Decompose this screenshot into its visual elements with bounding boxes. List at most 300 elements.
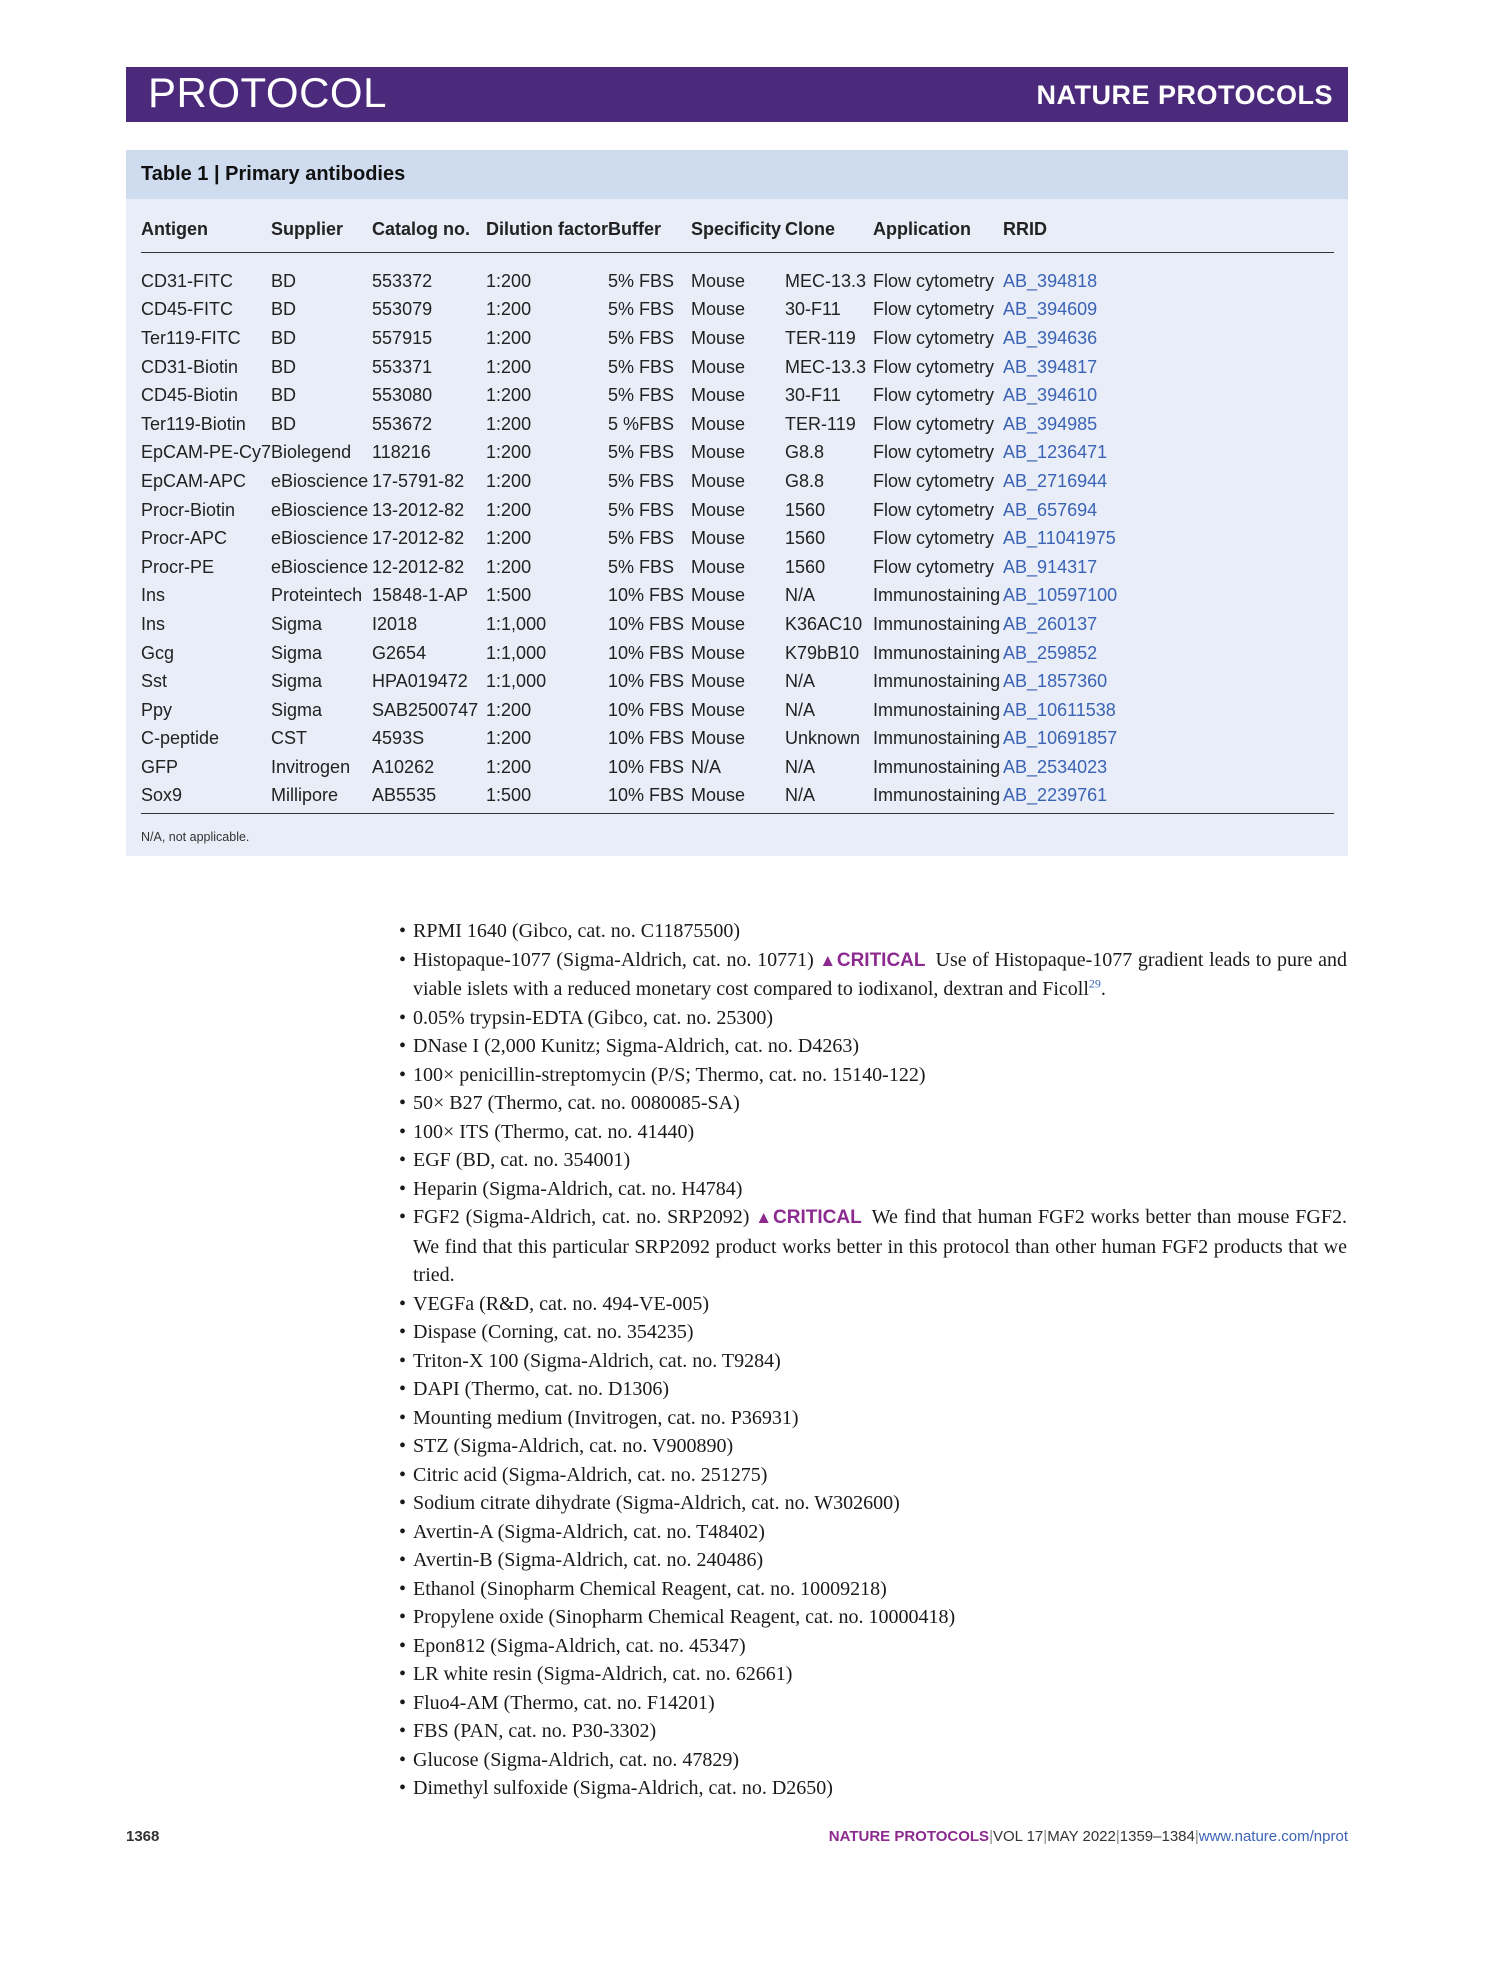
footer-journal: NATURE PROTOCOLS [828, 1828, 990, 1845]
table-cell: N/A [785, 756, 816, 777]
item-text: RPMI 1640 (Gibco, cat. no. C11875500) [413, 920, 741, 942]
table-cell: 5% FBS [608, 327, 675, 348]
rrid-link[interactable]: AB_394610 [1003, 385, 1098, 406]
critical-label: CRITICAL [773, 1207, 862, 1228]
table-cell: N/A [785, 671, 816, 692]
table-cell: 30-F11 [785, 385, 841, 406]
list-item [399, 1175, 1347, 1204]
bullet-icon: • [399, 1406, 407, 1429]
column-header: Application [873, 206, 1003, 253]
item-tail: . [1100, 978, 1106, 1000]
column-header: Supplier [271, 206, 372, 253]
rrid-link[interactable]: AB_394817 [1003, 356, 1098, 377]
table-row [141, 439, 1334, 468]
table-cell: Mouse [691, 499, 746, 520]
list-item [399, 1118, 1347, 1147]
list-item [399, 1689, 1347, 1718]
list-item [399, 1032, 1347, 1061]
table-cell: Mouse [691, 270, 746, 291]
table-cell: BD [271, 356, 297, 377]
table-cell: Sigma [271, 613, 323, 634]
table-cell: 1:1,000 [486, 613, 547, 634]
table-cell: eBioscience [271, 499, 369, 520]
rrid-link[interactable]: AB_394985 [1003, 413, 1098, 434]
table-cell: Ter119-FITC [141, 327, 241, 348]
column-header: Specificity [691, 206, 785, 253]
table-cell: N/A [785, 782, 873, 814]
table-cell: I2018 [372, 613, 418, 634]
bullet-icon: • [399, 1092, 407, 1114]
table-cell: Ppy [141, 699, 173, 720]
item-text: DAPI (Thermo, cat. no. D1306) [413, 1378, 670, 1400]
item-text: Glucose (Sigma-Aldrich, cat. no. 47829) [413, 1748, 740, 1771]
table-row [141, 725, 1334, 754]
column-header: Clone [785, 206, 873, 253]
table-cell: G8.8 [785, 442, 825, 463]
table-cell: Immunostaining [873, 782, 1003, 814]
bullet-icon: • [399, 1492, 407, 1514]
table-title-bar [126, 150, 1348, 199]
table-footnote: N/A, not applicable. [141, 830, 250, 844]
table-cell: 1:500 [486, 585, 532, 606]
table-cell: Biolegend [271, 442, 352, 463]
footer-date: MAY 2022 [1047, 1828, 1116, 1845]
table-cell: CD31-FITC [141, 270, 234, 291]
item-text: Citric acid (Sigma-Aldrich, cat. no. 251275) [413, 1463, 768, 1486]
table-row [141, 381, 1334, 410]
table-cell: 1:200 [486, 528, 532, 549]
table-cell: Mouse [691, 413, 746, 434]
item-text: Triton-X 100 (Sigma-Aldrich, cat. no. T9284) [413, 1349, 781, 1372]
item-text: Avertin-B (Sigma-Aldrich, cat. no. 240486) [413, 1549, 764, 1571]
table-cell: Flow cytometry [873, 413, 995, 434]
table-cell: 1560 [785, 528, 826, 549]
table-row [141, 696, 1334, 725]
list-item [399, 1546, 1347, 1575]
table-cell: 1:1,000 [486, 671, 547, 692]
table-cell: Flow cytometry [873, 327, 995, 348]
table-cell: 13-2012-82 [372, 499, 465, 520]
table-header-row [141, 206, 1334, 253]
list-item [399, 1518, 1347, 1547]
item-text: EGF (BD, cat. no. 354001) [413, 1149, 631, 1171]
item-text: 0.05% trypsin-EDTA (Gibco, cat. no. 25300) [413, 1006, 773, 1029]
citation: NATURE PROTOCOLS|VOL 17|MAY 2022|1359–1384|www.nature.com/nprot [828, 1828, 1348, 1845]
footer-pages: 1359–1384 [1119, 1828, 1195, 1845]
table-cell: Invitrogen [271, 756, 351, 777]
item-text: Histopaque-1077 (Sigma-Aldrich, cat. no. 10771) [413, 948, 814, 971]
table-cell: 1:1,000 [486, 642, 547, 663]
list-item [399, 1004, 1347, 1033]
item-text: 100× ITS (Thermo, cat. no. 41440) [413, 1120, 695, 1143]
item-text: Fluo4-AM (Thermo, cat. no. F14201) [413, 1691, 715, 1714]
table-cell: BD [271, 327, 297, 348]
bullet-icon: • [399, 1206, 407, 1228]
table-cell: Mouse [691, 699, 746, 720]
item-text: VEGFa (R&D, cat. no. 494-VE-005) [413, 1292, 710, 1315]
list-item [399, 1660, 1347, 1689]
footer-volume: VOL 17 [992, 1828, 1044, 1845]
table-cell: Immunostaining [873, 699, 1001, 720]
table-row [141, 253, 1334, 296]
table-cell: 10% FBS [608, 613, 685, 634]
list-item [399, 1432, 1347, 1461]
bullet-icon: • [399, 1577, 407, 1600]
table-cell: Proteintech [271, 585, 363, 606]
table-cell: 4593S [372, 728, 425, 749]
table-cell: 1:200 [486, 327, 532, 348]
table-cell: CD45-FITC [141, 299, 234, 320]
table-cell: Flow cytometry [873, 385, 995, 406]
table-cell: 1:200 [486, 442, 532, 463]
table-row [141, 410, 1334, 439]
table-row [141, 610, 1334, 639]
rrid-link[interactable]: AB_394609 [1003, 299, 1098, 320]
table-cell: eBioscience [271, 470, 369, 491]
table-cell: 10% FBS [608, 585, 685, 606]
table-cell: Ter119-Biotin [141, 413, 246, 434]
table-cell: K36AC10 [785, 613, 863, 634]
table-cell: 1:200 [486, 756, 532, 777]
critical-label: CRITICAL [836, 949, 926, 971]
item-text: 100× penicillin-streptomycin (P/S; Thermo, cat. no. 15140-122) [413, 1063, 926, 1086]
critical-badge [755, 1207, 861, 1228]
table-row [141, 753, 1334, 782]
bullet-icon: • [399, 1378, 407, 1400]
page-footer [126, 1828, 1348, 1850]
table-cell: Flow cytometry [873, 556, 995, 577]
table-cell: Flow cytometry [873, 299, 995, 320]
table-cell: Mouse [691, 528, 746, 549]
bullet-icon: • [399, 1321, 407, 1343]
table-cell: 553672 [372, 413, 433, 434]
table-row [141, 324, 1334, 353]
column-header: Buffer [608, 206, 691, 253]
bullet-icon: • [399, 1520, 407, 1543]
table-cell: Immunostaining [873, 671, 1001, 692]
item-text: DNase I (2,000 Kunitz; Sigma-Aldrich, cat. no. D4263) [413, 1035, 860, 1057]
table-cell: MEC-13.3 [785, 356, 867, 377]
table-cell: BD [271, 385, 297, 406]
critical-text: Use of Histopaque-1077 gradient leads to pure and viable islets with a reduced monetary cost compared to iodixanol, dextran and Ficoll [413, 948, 1348, 1000]
rrid-link[interactable]: AB_1857360 [1003, 671, 1108, 692]
list-item [399, 1774, 1347, 1803]
table-cell: Procr-PE [141, 556, 215, 577]
table-cell: Immunostaining [873, 728, 1001, 749]
table-cell: 10% FBS [608, 671, 685, 692]
table-cell: 1:200 [486, 270, 532, 291]
table-title: Primary antibodies [225, 163, 406, 185]
table-cell: Procr-Biotin [141, 499, 236, 520]
table-row [141, 296, 1334, 325]
column-header: Antigen [141, 206, 271, 253]
bullet-icon: • [399, 1177, 407, 1200]
list-item [399, 1575, 1347, 1604]
bullet-icon: • [399, 1720, 407, 1742]
reference-link[interactable]: 29 [1088, 976, 1101, 991]
table-cell: Mouse [691, 299, 746, 320]
table-cell: G2654 [372, 642, 427, 663]
table-cell: TER-119 [785, 327, 856, 348]
rrid-link[interactable]: AB_394636 [1003, 327, 1098, 348]
table-cell: Procr-APC [141, 528, 228, 549]
column-header: RRID [1003, 206, 1334, 253]
table-row [141, 524, 1334, 553]
table-cell: MEC-13.3 [785, 270, 867, 291]
bullet-icon: • [399, 948, 407, 971]
table-cell: Ins [141, 613, 166, 634]
table-row [141, 467, 1334, 496]
list-item [399, 1061, 1347, 1090]
table-cell: N/A [785, 585, 816, 606]
table-cell: BD [271, 270, 297, 291]
list-item [399, 1290, 1347, 1319]
journal-name: NATURE PROTOCOLS [1036, 80, 1333, 110]
table-cell: Mouse [691, 585, 746, 606]
bullet-icon: • [399, 1149, 407, 1171]
rrid-link[interactable]: AB_657694 [1003, 499, 1098, 520]
table-body [141, 253, 1334, 814]
table-row [141, 496, 1334, 525]
table-cell: 553371 [372, 356, 433, 377]
list-item [399, 946, 1347, 1004]
list-item [399, 1461, 1347, 1490]
item-text: LR white resin (Sigma-Aldrich, cat. no. 62661) [413, 1663, 793, 1685]
list-item [399, 1746, 1347, 1775]
table-row [141, 553, 1334, 582]
table-cell: Sox9 [141, 782, 271, 814]
item-text: Mounting medium (Invitrogen, cat. no. P36931) [413, 1406, 799, 1429]
bullet-icon: • [399, 1549, 407, 1571]
table-cell: 10% FBS [608, 699, 685, 720]
table-cell: Immunostaining [873, 642, 1001, 663]
table-cell: AB5535 [372, 782, 486, 814]
table-cell: 30-F11 [785, 299, 841, 320]
table-number: Table 1 | [141, 163, 220, 185]
table-cell: Flow cytometry [873, 270, 995, 291]
table-cell: Sst [141, 671, 168, 692]
table-cell: Immunostaining [873, 756, 1001, 777]
bullet-icon: • [399, 1120, 407, 1143]
table-cell: TER-119 [785, 413, 856, 434]
table-cell: Mouse [691, 728, 746, 749]
table-cell: Mouse [691, 385, 746, 406]
table-cell: 5% FBS [608, 442, 675, 463]
table-cell: 553372 [372, 270, 433, 291]
table-cell: 553079 [372, 299, 433, 320]
bullet-icon: • [399, 1606, 407, 1628]
list-item [399, 1089, 1347, 1118]
table-cell: Ins [141, 585, 166, 606]
table-cell: 5% FBS [608, 556, 675, 577]
table-cell: Flow cytometry [873, 528, 995, 549]
table-cell: N/A [691, 756, 722, 777]
table-cell: 10% FBS [608, 782, 691, 814]
table-cell: eBioscience [271, 556, 369, 577]
table-cell: HPA019472 [372, 671, 468, 692]
table-cell: 5 %FBS [608, 413, 675, 434]
table-cell: Sigma [271, 699, 323, 720]
table-cell: Mouse [691, 327, 746, 348]
bullet-icon: • [399, 1777, 407, 1799]
bullet-icon: • [399, 1463, 407, 1486]
table-row [141, 667, 1334, 696]
table-panel [126, 150, 1348, 856]
critical-badge [819, 950, 925, 971]
item-text: Epon812 (Sigma-Aldrich, cat. no. 45347) [413, 1634, 746, 1657]
table-row [141, 582, 1334, 611]
rrid-link[interactable]: AB_259852 [1003, 642, 1098, 663]
table-row [141, 353, 1334, 382]
rrid-link[interactable]: AB_2716944 [1003, 470, 1108, 491]
bullet-icon: • [399, 1349, 407, 1372]
bullet-icon: • [399, 1748, 407, 1771]
rrid-link[interactable]: AB_260137 [1003, 613, 1098, 634]
item-text: 50× B27 (Thermo, cat. no. 0080085-SA) [413, 1092, 740, 1114]
list-item [399, 1717, 1347, 1746]
table-cell: 10% FBS [608, 728, 685, 749]
antibody-table [141, 206, 1334, 814]
table-cell: 1:200 [486, 470, 532, 491]
table-cell: Mouse [691, 356, 746, 377]
table-cell: Mouse [691, 782, 785, 814]
list-item [399, 1404, 1347, 1433]
table-cell: Gcg [141, 642, 175, 663]
rrid-link[interactable]: AB_11041975 [1003, 528, 1116, 549]
bullet-icon: • [399, 1063, 407, 1086]
table-row [141, 639, 1334, 668]
page-number: 1368 [126, 1828, 160, 1845]
table-cell: 1:200 [486, 556, 532, 577]
table-cell: SAB2500747 [372, 699, 479, 720]
item-text: STZ (Sigma-Aldrich, cat. no. V900890) [413, 1435, 734, 1457]
table-cell: 1:200 [486, 728, 532, 749]
critical-triangle-icon: ▲ [819, 950, 837, 970]
rrid-link[interactable]: AB_10597100 [1003, 585, 1118, 606]
table-cell: 1:200 [486, 699, 532, 720]
table-cell: CD31-Biotin [141, 356, 239, 377]
table-cell: 1:200 [486, 413, 532, 434]
table-cell: 1:200 [486, 356, 532, 377]
table-cell: 1560 [785, 556, 826, 577]
header-banner [126, 67, 1348, 122]
list-item [399, 1632, 1347, 1661]
table-cell: GFP [141, 756, 179, 777]
table-cell: K79bB10 [785, 642, 860, 663]
table-cell: 5% FBS [608, 299, 675, 320]
table-cell: Mouse [691, 442, 746, 463]
rrid-link[interactable]: AB_394818 [1003, 270, 1098, 291]
table-cell: 5% FBS [608, 499, 675, 520]
table-cell: N/A [785, 699, 816, 720]
table-cell: Sigma [271, 642, 323, 663]
bullet-icon: • [399, 920, 407, 942]
table-row [141, 782, 1334, 814]
table-cell: 5% FBS [608, 356, 675, 377]
rrid-link[interactable]: AB_914317 [1003, 556, 1098, 577]
table-cell: 1:500 [486, 782, 608, 814]
table-cell: BD [271, 299, 297, 320]
table-cell: Unknown [785, 728, 861, 749]
table-cell: Immunostaining [873, 585, 1001, 606]
list-item [399, 1146, 1347, 1175]
table-cell: Millipore [271, 782, 372, 814]
table-cell: 553080 [372, 385, 433, 406]
materials-list [399, 917, 1347, 1803]
column-header: Catalog no. [372, 206, 486, 253]
critical-text: We find that human FGF2 works better than mouse FGF2. We find that this particular SRP2092 product works better in this protocol than other human FGF2 products that we tried. [413, 1206, 1347, 1286]
table-cell: BD [271, 413, 297, 434]
item-text: Ethanol (Sinopharm Chemical Reagent, cat. no. 10009218) [413, 1577, 887, 1600]
table-cell: EpCAM-APC [141, 470, 247, 491]
list-item [399, 1347, 1347, 1376]
table-cell: 10% FBS [608, 756, 685, 777]
item-text: Heparin (Sigma-Aldrich, cat. no. H4784) [413, 1177, 743, 1200]
bullet-icon: • [399, 1663, 407, 1685]
item-text: FGF2 (Sigma-Aldrich, cat. no. SRP2092) [413, 1206, 750, 1228]
table-cell: CD45-Biotin [141, 385, 239, 406]
table-cell: EpCAM-PE-Cy7 [141, 442, 272, 463]
rrid-link[interactable]: AB_2534023 [1003, 756, 1108, 777]
table-cell: Flow cytometry [873, 356, 995, 377]
table-cell: CST [271, 728, 308, 749]
list-item [399, 917, 1347, 946]
bullet-icon: • [399, 1435, 407, 1457]
list-item [399, 1318, 1347, 1347]
table-cell: 5% FBS [608, 270, 675, 291]
bullet-icon: • [399, 1634, 407, 1657]
table-cell: 10% FBS [608, 642, 685, 663]
bullet-icon: • [399, 1035, 407, 1057]
item-text: Avertin-A (Sigma-Aldrich, cat. no. T48402) [413, 1520, 765, 1543]
table-cell: 15848-1-AP [372, 585, 469, 606]
table-cell: Flow cytometry [873, 470, 995, 491]
table-cell: 5% FBS [608, 385, 675, 406]
table-cell: 17-2012-82 [372, 528, 465, 549]
table-cell: 1:200 [486, 499, 532, 520]
footer-url[interactable]: www.nature.com/nprot [1198, 1828, 1348, 1845]
rrid-link[interactable]: AB_1236471 [1003, 442, 1108, 463]
table-cell: 557915 [372, 327, 433, 348]
table-cell: 17-5791-82 [372, 470, 465, 491]
item-text: Sodium citrate dihydrate (Sigma-Aldrich, cat. no. W302600) [413, 1492, 900, 1514]
item-text: Propylene oxide (Sinopharm Chemical Reagent, cat. no. 10000418) [413, 1606, 956, 1628]
table-cell: 5% FBS [608, 528, 675, 549]
item-text: Dispase (Corning, cat. no. 354235) [413, 1321, 694, 1343]
table-cell: C-peptide [141, 728, 220, 749]
list-item [399, 1489, 1347, 1518]
table-cell: Flow cytometry [873, 499, 995, 520]
table-cell: Flow cytometry [873, 442, 995, 463]
rrid-link[interactable]: AB_10691857 [1003, 728, 1118, 749]
list-item [399, 1375, 1347, 1404]
table-cell: 1:200 [486, 299, 532, 320]
table-cell: Sigma [271, 671, 323, 692]
table-cell: A10262 [372, 756, 435, 777]
table-cell: Mouse [691, 642, 746, 663]
rrid-link[interactable]: AB_2239761 [1003, 782, 1334, 814]
table-cell: 118216 [372, 442, 431, 463]
table-cell: Mouse [691, 556, 746, 577]
item-text: Dimethyl sulfoxide (Sigma-Aldrich, cat. no. D2650) [413, 1777, 833, 1799]
rrid-link[interactable]: AB_10611538 [1003, 699, 1116, 720]
column-header: Dilution factor [486, 206, 608, 253]
table-cell: Mouse [691, 470, 746, 491]
table-cell: G8.8 [785, 470, 825, 491]
table-cell: 12-2012-82 [372, 556, 465, 577]
bullet-icon: • [399, 1292, 407, 1315]
table-cell: eBioscience [271, 528, 369, 549]
